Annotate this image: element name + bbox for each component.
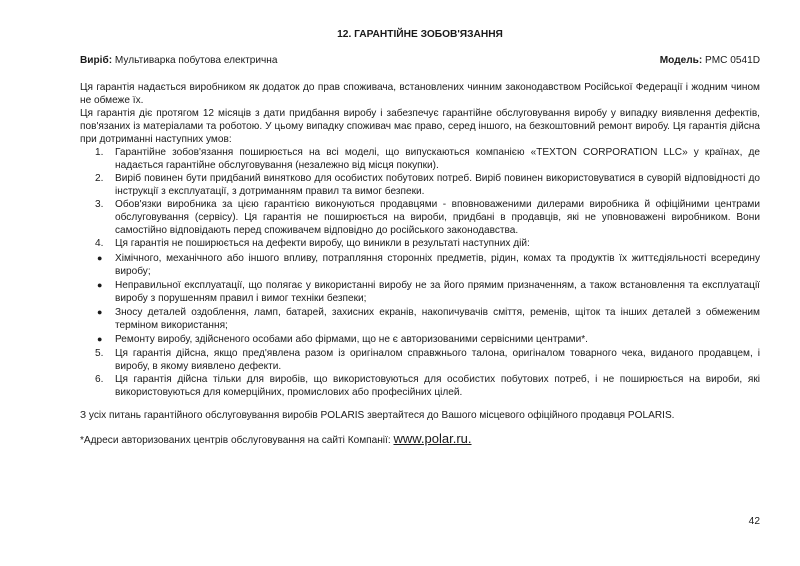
product-meta-row	[80, 54, 760, 67]
exclusion-text: Неправильної експлуатації, що полягає у використанні виробу не за його прямим призначенням, а також встановлення та експлуатації виробу з порушенням правил і вимог техніки безпеки;	[115, 280, 760, 304]
condition-text: Ця гарантія не поширюється на дефекти виробу, що виникли в результаті наступних дій:	[115, 238, 530, 249]
condition-text: Ця гарантія дійсна, якщо пред'явлена разом із оригіналом справжнього талона, оригіналом товарного чека, виданого продавцем, і виробу, в якому виявлено дефекти.	[115, 348, 760, 372]
condition-item	[80, 347, 760, 373]
exclusion-item	[80, 252, 760, 278]
warranty-body	[80, 81, 760, 447]
document-page	[80, 0, 760, 566]
product-label: Виріб:	[80, 55, 113, 66]
footnote	[80, 432, 760, 447]
exclusion-item	[80, 333, 760, 346]
bullet-icon: ●	[97, 307, 103, 317]
intro-paragraph-2: Ця гарантія діє протягом 12 місяців з дати придбання виробу і забезпечує гарантійне обслуговування виробу у випадку виявлення дефектів, пов'язаних із матеріалами та роботою. У цьому випадку споживач має право, серед іншого, на безкоштовний ремонт виробу. Ця гарантія дійсна при дотриманні наступних умов:	[80, 108, 760, 145]
website-link[interactable]: www.polar.ru.	[393, 431, 472, 446]
product-info	[80, 54, 277, 67]
model-label: Модель:	[659, 55, 703, 66]
condition-text: Гарантійне зобов'язання поширюється на всі моделі, що випускаються компанією «TEXTON CORPORATION LLC» у країнах, де надається гарантійне обслуговування (незалежно від місця покупки).	[115, 147, 760, 171]
condition-item	[80, 373, 760, 399]
conditions-list	[80, 146, 760, 399]
page-number: 42	[748, 516, 760, 527]
exclusion-item	[80, 279, 760, 305]
condition-number: 3.	[95, 199, 104, 210]
condition-text: Обов'язки виробника за цією гарантією виконуються продавцями - вповноваженими дилерами виробника й офіційними центрами обслуговування (сервісу). Ця гарантія не поширюється на вироби, придбані в продавців, які не уповноважені виробником. Вони самостійно відповідають перед споживачем відповідно до російського законодавства.	[115, 199, 760, 236]
condition-item	[80, 146, 760, 172]
footnote-text: *Адреси авторизованих центрів обслуговування на сайті Компанії:	[80, 435, 394, 446]
condition-number: 4.	[95, 238, 104, 249]
model-info	[660, 54, 760, 67]
product-value: Мультиварка побутова електрична	[114, 55, 278, 66]
condition-text: Виріб повинен бути придбаний винятково для особистих побутових потреб. Виріб повинен використовуватися в суворій відповідності до інструкції з експлуатації, з дотриманням правил та вимог безпеки.	[115, 173, 760, 197]
bullet-icon: ●	[97, 253, 103, 263]
closing-paragraph: З усіх питань гарантійного обслуговування виробів POLARIS звертайтеся до Вашого місцевого офіційного продавця POLARIS.	[80, 410, 675, 421]
condition-item	[80, 198, 760, 237]
exclusion-text: Ремонту виробу, здійсненого особами або фірмами, що не є авторизованими сервісними центрами*.	[115, 334, 588, 345]
page-title: 12. ГАРАНТІЙНЕ ЗОБОВ'ЯЗАННЯ	[337, 29, 503, 40]
condition-item	[80, 172, 760, 198]
bullet-icon: ●	[97, 334, 103, 344]
condition-number: 6.	[95, 374, 104, 385]
condition-number: 2.	[95, 173, 104, 184]
exclusion-item	[80, 306, 760, 332]
spacer	[80, 399, 760, 409]
exclusions-list	[80, 252, 760, 346]
condition-number: 5.	[95, 348, 104, 359]
condition-text: Ця гарантія дійсна тільки для виробів, що використовуються для особистих побутових потреб, і не поширюється на вироби, які використовуються для комерційних, промислових або професійних цілей.	[115, 374, 760, 398]
bullet-icon: ●	[97, 280, 103, 290]
model-value: PMC 0541D	[705, 55, 760, 66]
condition-item	[80, 237, 760, 346]
exclusion-text: Хімічного, механічного або іншого впливу, потрапляння сторонніх предметів, рідин, комах та продуктів їх життєдіяльності всередину виробу;	[115, 253, 760, 277]
intro-paragraph-1: Ця гарантія надається виробником як додаток до прав споживача, встановлених чинним законодавством Російської Федерації і жодним чином не обмеже їх.	[80, 82, 760, 106]
condition-number: 1.	[95, 147, 104, 158]
exclusion-text: Зносу деталей оздоблення, ламп, батарей, захисних екранів, накопичувачів сміття, ременів, щіток та інших деталей з обмеженим терміном використання;	[115, 307, 760, 331]
